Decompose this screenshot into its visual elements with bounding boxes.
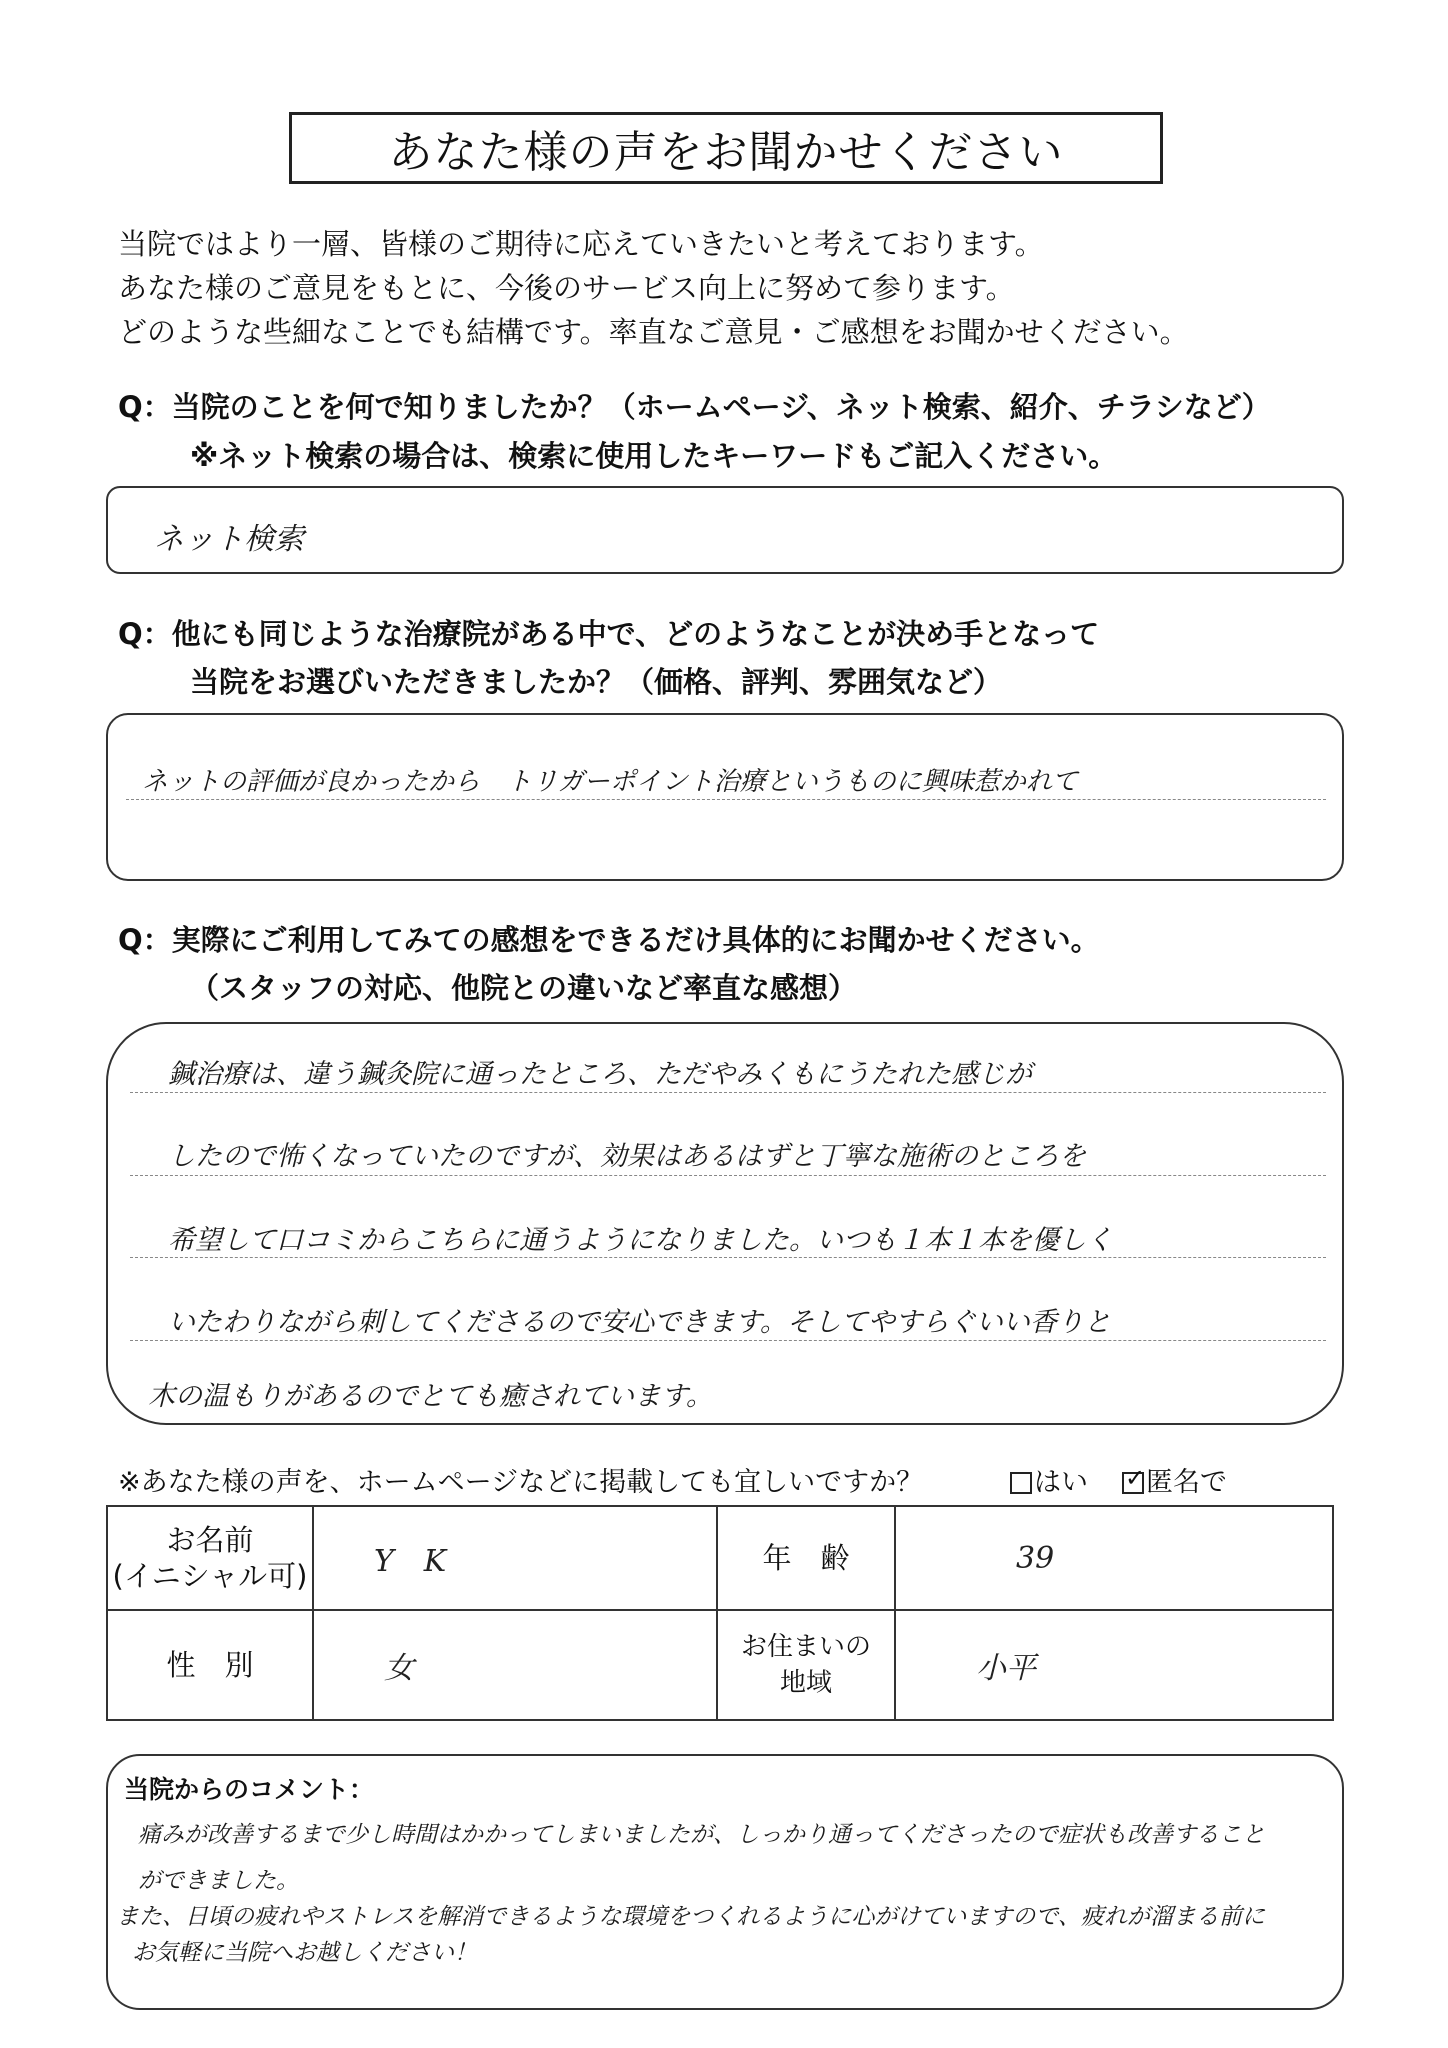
age-value: 39 — [895, 1506, 1333, 1610]
q2-heading: Q：他にも同じような治療院がある中で、どのようなことが決め手となって — [118, 617, 1100, 651]
intro-line-3: どのような些細なことでも結構です。率直なご意見・ご感想をお聞かせください。 — [118, 315, 1189, 349]
gender-label: 性 別 — [107, 1610, 313, 1720]
consent-question: ※あなた様の声を、ホームページなどに掲載しても宜しいですか？ — [118, 1467, 924, 1498]
q3-ruled-line — [130, 1340, 1326, 1341]
consent-anonymous-label: 匿名で — [1146, 1467, 1227, 1498]
q3-answer-line-3: 希望して口コミからこちらに通うようになりました。いつも１本１本を優しく — [168, 1225, 1113, 1256]
name-value: Y K — [313, 1506, 717, 1610]
name-label — [107, 1506, 313, 1610]
q3-answer-line-1: 鍼治療は、違う鍼灸院に通ったところ、ただやみくもにうたれた感じが — [168, 1059, 1032, 1090]
age-label: 年 齢 — [717, 1506, 895, 1610]
area-label-line-2: 地域 — [779, 1668, 832, 1698]
page-title: あなた様の声をお聞かせください — [289, 112, 1163, 184]
gender-value: 女 — [313, 1610, 717, 1720]
clinic-comment-heading: 当院からのコメント： — [124, 1775, 375, 1804]
clinic-comment-box — [106, 1754, 1344, 2010]
q2-note: 当院をお選びいただきましたか？（価格、評判、雰囲気など） — [190, 665, 1003, 699]
area-value: 小平 — [895, 1610, 1333, 1720]
consent-yes-label: はい — [1034, 1467, 1088, 1498]
q3-answer-line-5: 木の温もりがあるのでとても癒されています。 — [148, 1381, 713, 1412]
q3-ruled-line — [130, 1092, 1326, 1093]
q3-answer-line-2: したので怖くなっていたのですが、効果はあるはずと丁寧な施術のところを — [168, 1141, 1086, 1172]
q3-answer-box — [106, 1022, 1344, 1425]
check-mark-icon: ✓ — [1125, 1464, 1146, 1492]
q3-ruled-line — [130, 1257, 1326, 1258]
q3-heading: Q：実際にご利用してみての感想をできるだけ具体的にお聞かせください。 — [118, 923, 1100, 957]
q1-answer-box — [106, 486, 1344, 574]
q3-ruled-line — [130, 1175, 1326, 1176]
clinic-comment-line-1: 痛みが改善するまで少し時間はかかってしまいましたが、しっかり通ってくださったので症状も改善すること — [138, 1822, 1265, 1848]
name-label-line-1: お名前 — [166, 1523, 254, 1557]
q3-answer-line-4: いたわりながら刺してくださるので安心できます。そしてやすらぐいい香りと — [168, 1307, 1111, 1338]
q2-answer: ネットの評価が良かったから トリガーポイント治療というものに興味惹かれて — [142, 767, 1078, 797]
clinic-comment-line-3: また、日頃の疲れやストレスを解消できるような環境をつくれるように心がけていますので、疲れが溜まる前に — [116, 1904, 1265, 1930]
intro-line-1: 当院ではより一層、皆様のご期待に応えていきたいと考えております。 — [118, 227, 1044, 261]
area-label-line-1: お住まいの — [740, 1632, 871, 1662]
name-label-line-2: (イニシャル可) — [112, 1559, 308, 1593]
q1-answer: ネット検索 — [154, 522, 304, 557]
q1-note: ※ネット検索の場合は、検索に使用したキーワードもご記入ください。 — [190, 439, 1118, 473]
area-label — [717, 1610, 895, 1720]
intro-line-2: あなた様のご意見をもとに、今後のサービス向上に努めて参ります。 — [118, 271, 1015, 305]
q3-note: （スタッフの対応、他院との違いなど率直な感想） — [190, 971, 858, 1005]
respondent-info-table — [106, 1505, 1334, 1721]
consent-option-anonymous[interactable] — [1122, 1460, 1227, 1499]
q1-heading: Q：当院のことを何で知りましたか？（ホームページ、ネット検索、紹介、チラシなど） — [118, 390, 1271, 424]
clinic-comment-line-2: ができました。 — [138, 1868, 299, 1894]
checkbox-anonymous[interactable] — [1122, 1464, 1146, 1494]
q2-ruled-line — [126, 799, 1326, 800]
checkbox-yes[interactable] — [1010, 1472, 1032, 1494]
clinic-comment-line-4: お気軽に当院へお越しください！ — [132, 1940, 477, 1966]
consent-option-yes[interactable] — [1010, 1460, 1088, 1499]
q2-answer-box — [106, 713, 1344, 881]
